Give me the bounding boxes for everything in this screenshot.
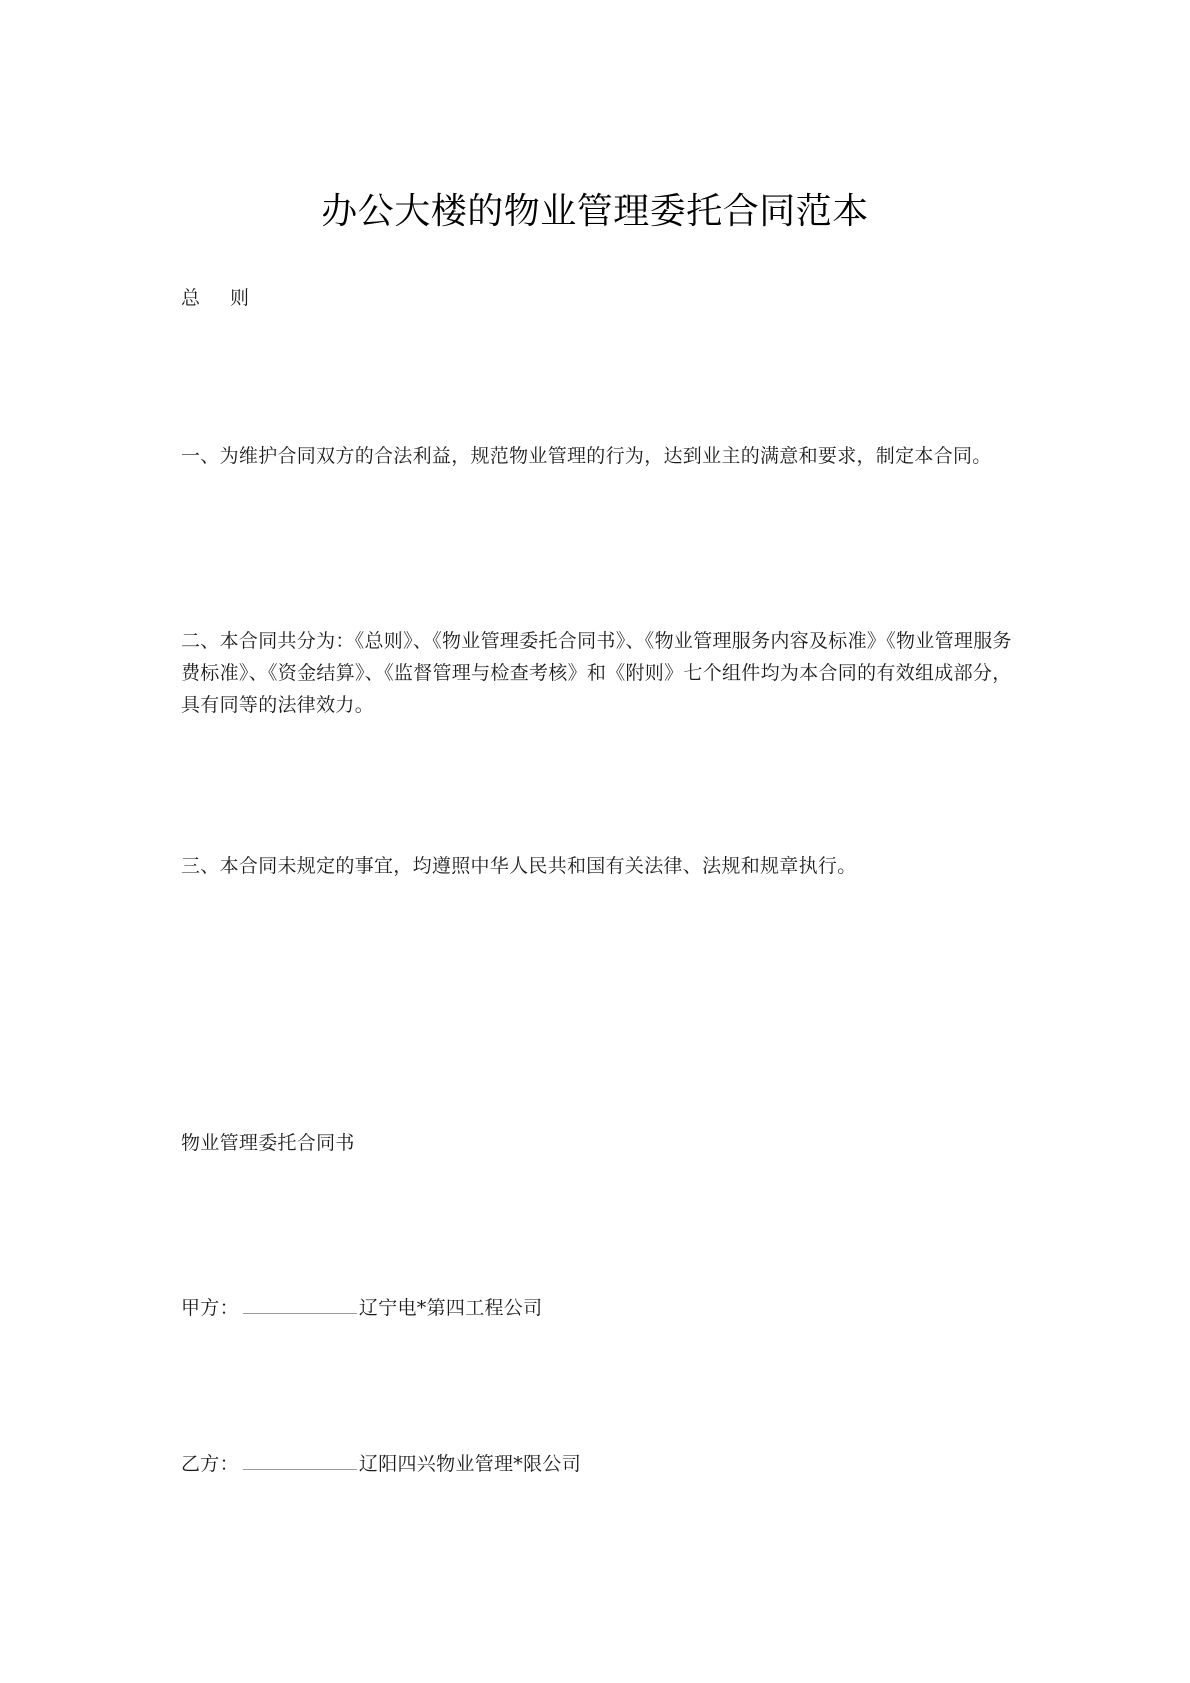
contract-subtitle: 物业管理委托合同书 — [181, 1132, 355, 1154]
party-b-line — [181, 1448, 1021, 1480]
party-b-label: 乙方： — [181, 1453, 239, 1475]
party-b-blank-underline — [243, 1451, 357, 1470]
document-title: 办公大楼的物业管理委托合同范本 — [321, 191, 869, 233]
party-a-blank-underline — [243, 1295, 357, 1314]
party-b-name: 辽阳四兴物业管理*限公司 — [358, 1453, 582, 1475]
clause-3: 三、本合同未规定的事宜，均遵照中华人民共和国有关法律、法规和规章执行。 — [181, 855, 857, 877]
party-a-label: 甲方： — [181, 1297, 239, 1319]
clause-2: 二、本合同共分为：《总则》、《物业管理委托合同书》、《物业管理服务内容及标准》《物业管理服务费标准》、《资金结算》、《监督管理与检查考核》和《附则》七个组件均为本合同的有效组成部分，具有同等的法律效力。 — [181, 630, 1012, 716]
party-a-line — [181, 1292, 1021, 1324]
party-a-name: 辽宁电*第四工程公司 — [358, 1297, 543, 1319]
clause-1: 一、为维护合同双方的合法利益，规范物业管理的行为，达到业主的满意和要求，制定本合同。 — [181, 445, 992, 467]
general-provisions-heading: 总 则 — [181, 287, 262, 309]
